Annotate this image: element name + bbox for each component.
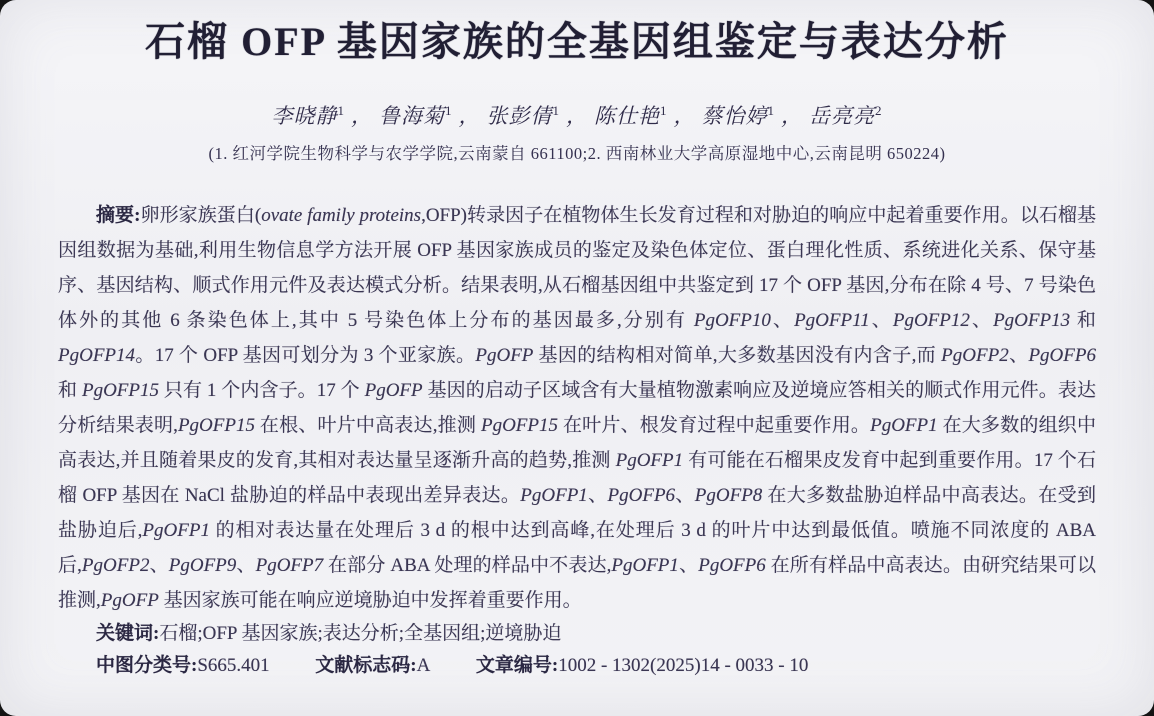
doc-code-group	[315, 655, 430, 676]
gene-name: PgOFP8	[694, 485, 763, 506]
gene-name: PgOFP6	[607, 485, 676, 506]
author-affil-sup: 1	[445, 103, 453, 118]
article-id-value: 1002 - 1302(2025)14 - 0033 - 10	[558, 655, 809, 676]
author: 张彭倩$^1$	[486, 103, 560, 128]
gene-name: PgOFP1	[870, 415, 938, 436]
author: 蔡怡婷$^1$	[701, 103, 775, 128]
gene-name: PgOFP9	[168, 555, 237, 576]
gene-name: PgOFP14	[58, 345, 136, 366]
author: 李晓静$^1$	[271, 103, 345, 128]
gene-name: PgOFP13	[993, 310, 1071, 331]
author-separator: ，	[566, 104, 588, 128]
gene-name: PgOFP2	[81, 555, 150, 576]
author-line	[58, 98, 1096, 129]
author-separator: ，	[673, 104, 696, 128]
gene-name: PgOFP2	[941, 345, 1009, 366]
abstract-paragraph	[58, 198, 1096, 618]
gene-name: PgOFP15	[480, 415, 559, 436]
author-affil-sup: 2	[875, 103, 883, 118]
gene-name: PgOFP1	[615, 450, 684, 471]
author-affil-sup: 1	[337, 103, 345, 118]
gene-name: PgOFP10	[693, 310, 771, 331]
keywords-label: 关键词:	[96, 623, 160, 644]
author-separator: ，	[458, 104, 481, 128]
doc-code-label: 文献标志码:	[315, 655, 417, 676]
article-id-group	[476, 655, 808, 676]
author-separator: ，	[351, 104, 373, 128]
clc-label: 中图分类号:	[96, 655, 198, 676]
gene-name: PgOFP11	[794, 310, 870, 331]
author-affil-sup: 1	[767, 103, 775, 118]
gene-name: ovate family proteins	[261, 205, 422, 226]
clc-value: S665.401	[197, 655, 270, 676]
author: 岳亮亮$^2$	[809, 103, 883, 128]
gene-name: PgOFP15	[177, 415, 255, 436]
gene-name: PgOFP	[364, 380, 423, 401]
abstract-label: 摘要:	[96, 205, 141, 226]
gene-name: PgOFP1	[611, 555, 679, 576]
gene-name: PgOFP12	[892, 310, 970, 331]
gene-name: PgOFP15	[81, 380, 160, 401]
keywords-text: 石榴;OFP 基因家族;表达分析;全基因组;逆境胁迫	[159, 623, 562, 644]
affiliation-line: (1. 红河学院生物科学与农学学院,云南蒙自 661100;2. 西南林业大学高原湿地中心,云南昆明 650224)	[208, 144, 946, 163]
author: 陈仕艳$^1$	[594, 103, 668, 128]
gene-name: PgOFP1	[520, 485, 588, 506]
author-affil-sup: 1	[660, 103, 668, 118]
gene-name: PgOFP7	[255, 555, 324, 576]
author-separator: ，	[781, 104, 803, 128]
gene-name: PgOFP6	[698, 555, 766, 576]
article-id-label: 文章编号:	[475, 655, 559, 676]
gene-name: PgOFP	[100, 590, 159, 611]
doc-code-value: A	[416, 655, 431, 676]
paper-title: 石榴 OFP 基因家族的全基因组鉴定与表达分析	[145, 19, 1009, 64]
author-affil-sup: 1	[552, 103, 560, 118]
author: 鲁海菊$^1$	[379, 103, 453, 128]
meta-line	[58, 650, 1096, 682]
gene-name: PgOFP6	[1028, 345, 1096, 366]
gene-name: PgOFP	[475, 345, 534, 366]
clc-group	[96, 655, 270, 676]
keywords-line	[58, 618, 1096, 650]
gene-name: PgOFP1	[142, 520, 210, 541]
abstract-text: 卵形家族蛋白(ovate family proteins,OFP)转录因子在植物体生长发育过程和对胁迫的响应中起着重要作用。以石榴基因组数据为基础,利用生物信息学方法开展 OFP 基因家族成员的鉴定及染色体定位、蛋白理化性质、系统进化关系、保守基序、基因结构、顺式作用元件及表达模式分析。结果表明,从石榴基因组中共鉴定到 17 个 OFP 基因,分布在除 4 号、7 号染色体外的其他 6 条染色体上,其中 5 号染色体上分布的基因最多,分别有 PgOFP10、PgOFP11、PgOFP12、PgOFP13 和 PgOFP14。17 个 OFP 基因可划分为 3 个亚家族。PgOFP 基因的结构相对简单,大多数基因没有内含子,而 PgOFP2、PgOFP6 和 PgOFP15 只有 1 个内含子。17 个 PgOFP 基因的启动子区域含有大量植物激素响应及逆境应答相关的顺式作用元件。表达分析结果表明,PgOFP15 在根、叶片中高表达,推测 PgOFP15 在叶片、根发育过程中起重要作用。PgOFP1 在大多数的组织中高表达,并且随着果皮的发育,其相对表达量呈逐渐升高的趋势,推测 PgOFP1 有可能在石榴果皮发育中起到重要作用。17 个石榴 OFP 基因在 NaCl 盐胁迫的样品中表现出差异表达。PgOFP1、PgOFP6、PgOFP8 在大多数盐胁迫样品中高表达。在受到盐胁迫后,PgOFP1 的相对表达量在处理后 3 d 的根中达到高峰,在处理后 3 d 的叶片中达到最低值。喷施不同浓度的 ABA 后,PgOFP2、PgOFP9、PgOFP7 在部分 ABA 处理的样品中不表达,PgOFP1、PgOFP6 在所有样品中高表达。由研究结果可以推测,PgOFP 基因家族可能在响应逆境胁迫中发挥着重要作用。	[58, 205, 1097, 611]
